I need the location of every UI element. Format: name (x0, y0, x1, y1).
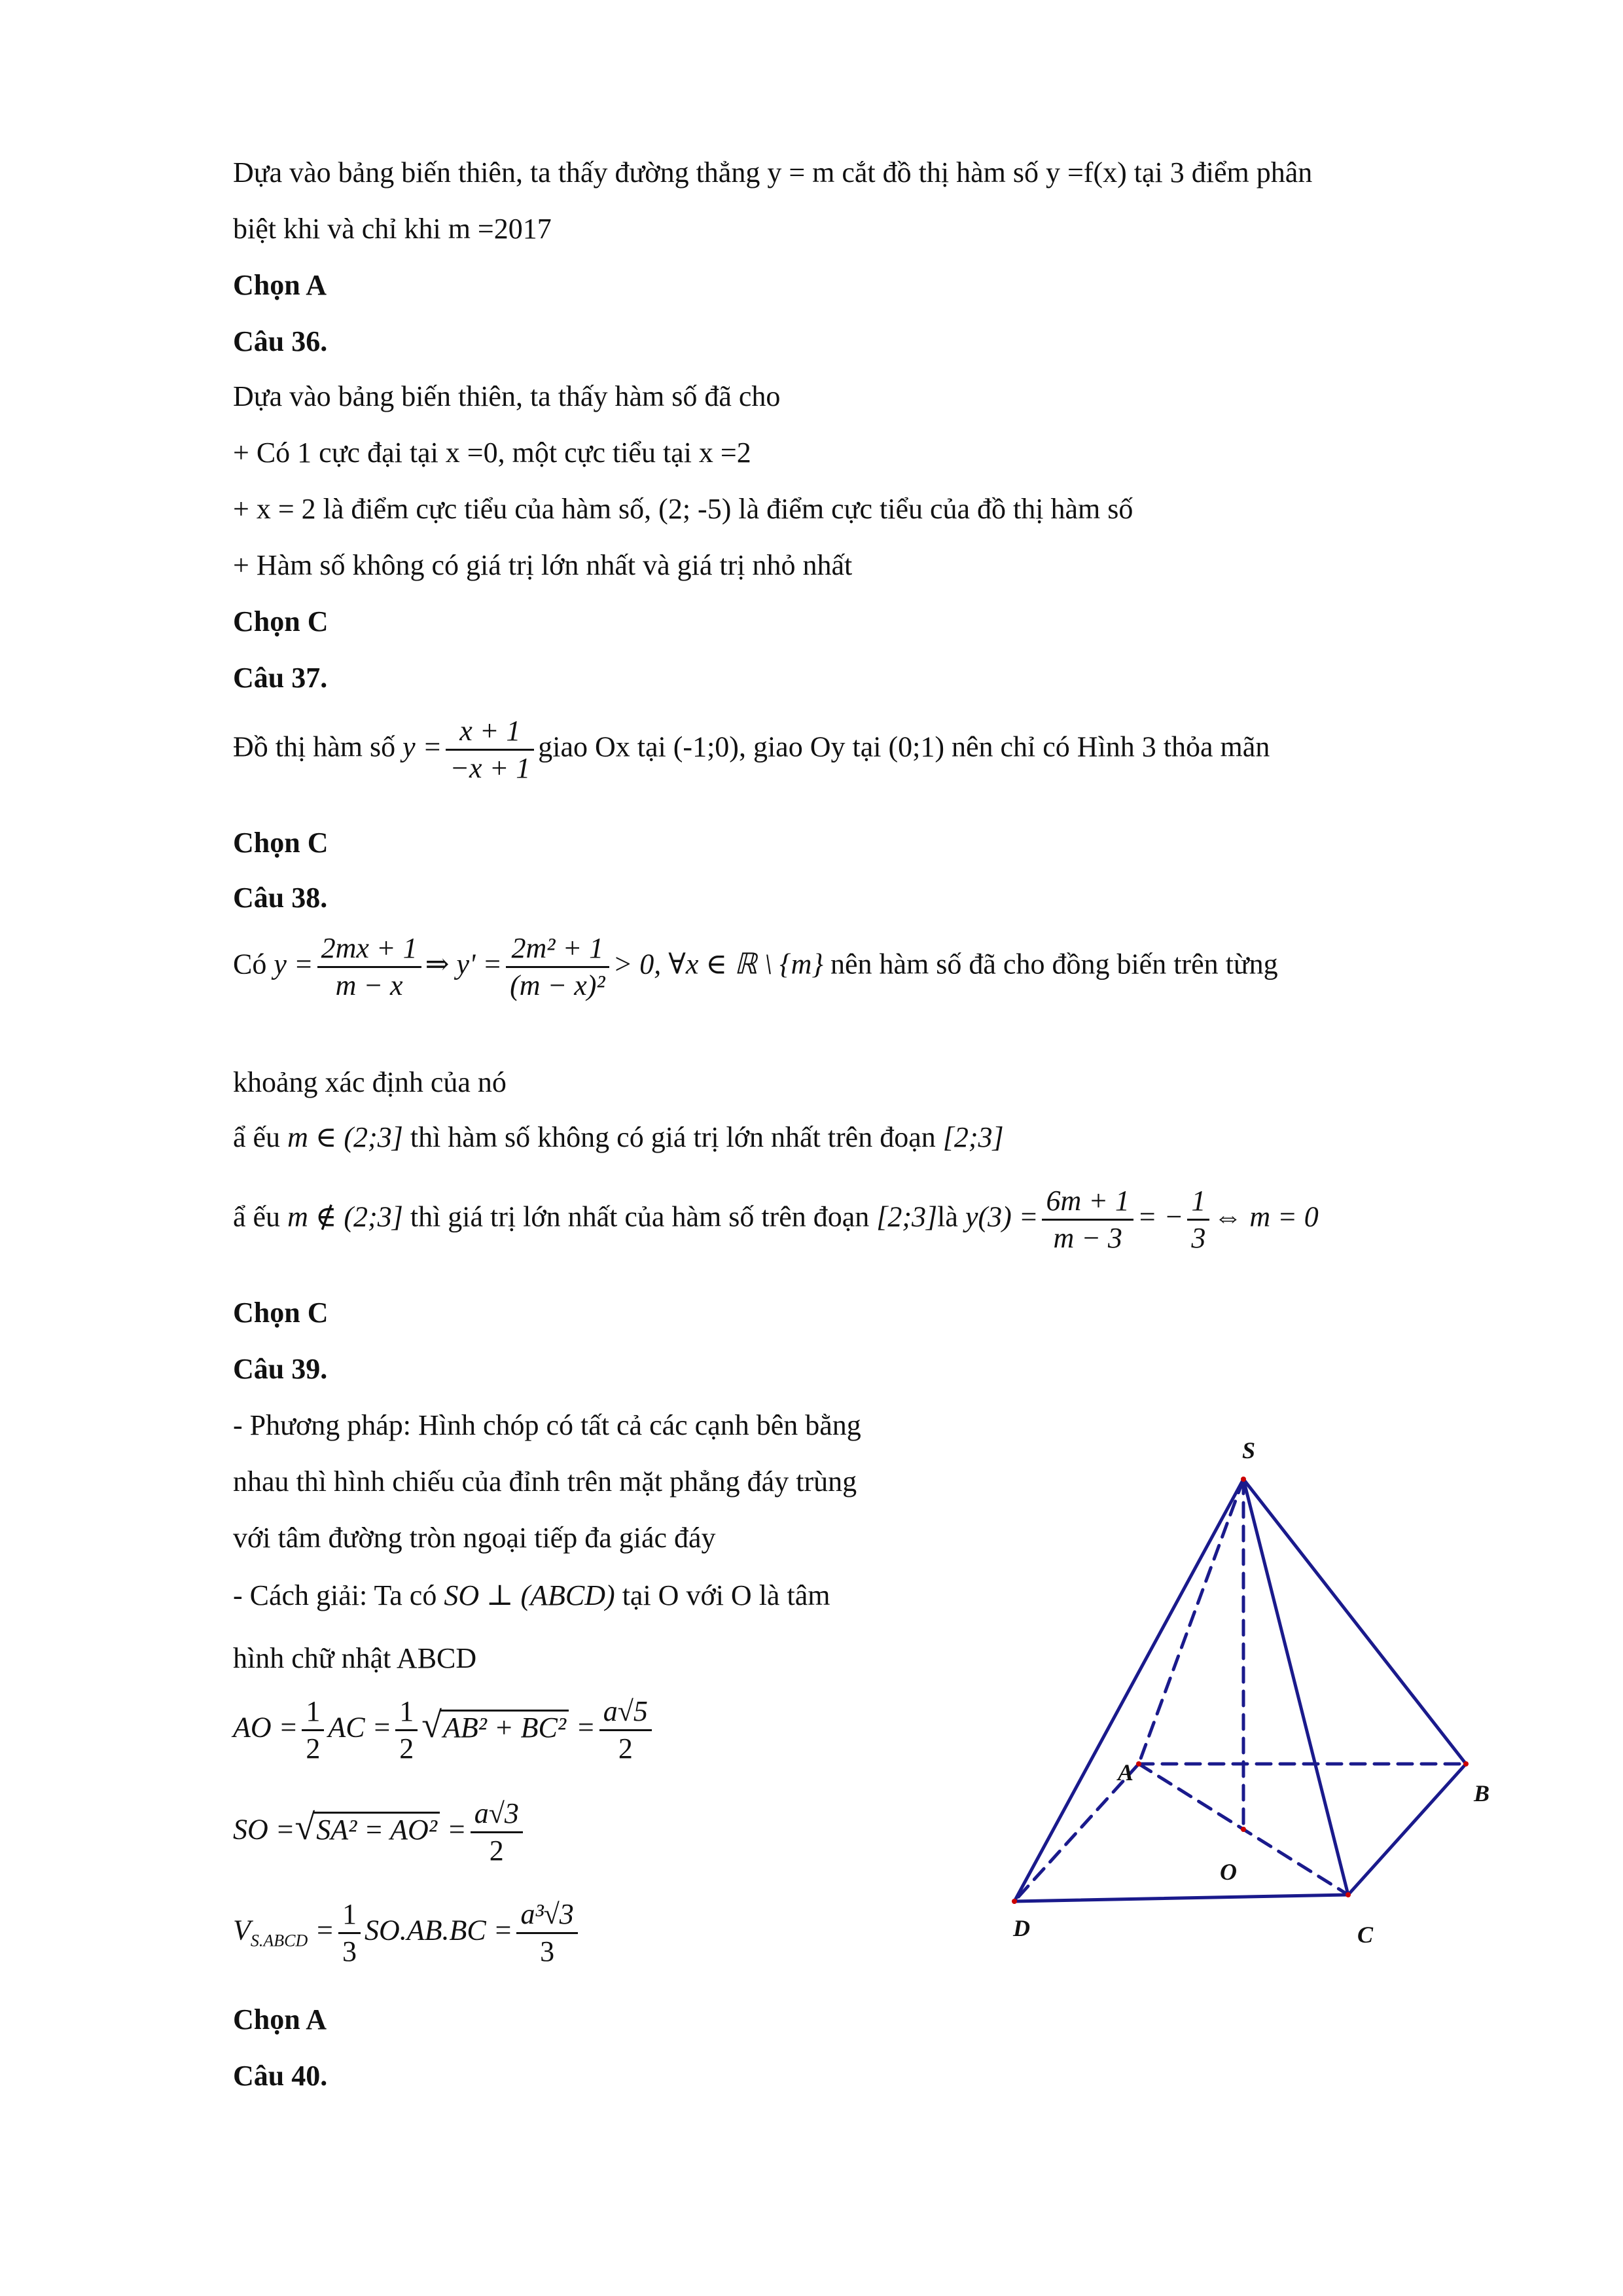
text-line: + Có 1 cực đại tại x =0, một cực tiểu tại x =2 (233, 437, 751, 469)
formula-line (233, 931, 1278, 1003)
math-span: = (576, 1711, 596, 1744)
radicand: AB² + BC² (440, 1710, 569, 1744)
fraction-denominator: 3 (342, 1935, 357, 1967)
fraction (338, 1897, 361, 1969)
edge-SD (1014, 1479, 1243, 1901)
label-S: S (1242, 1437, 1256, 1463)
question-title: Câu 39. (233, 1353, 328, 1385)
choice-label: Chọn C (233, 827, 329, 859)
label-C: C (1357, 1922, 1374, 1948)
fraction (302, 1694, 324, 1767)
math-span: SO.AB.BC = (364, 1914, 513, 1946)
fraction-numerator: 1 (1187, 1183, 1209, 1221)
edge-SB (1243, 1479, 1466, 1764)
vertex-S (1241, 1477, 1246, 1482)
fraction (317, 931, 421, 1003)
fraction-numerator: a³√3 (516, 1897, 577, 1934)
text-line: khoảng xác định của nó (233, 1066, 507, 1098)
fraction (395, 1694, 418, 1767)
fraction-denominator: 3 (540, 1935, 555, 1967)
math-span: y(3) = (965, 1200, 1039, 1233)
label-A: A (1118, 1759, 1134, 1785)
choice-label: Chọn C (233, 605, 329, 637)
label-B: B (1474, 1780, 1490, 1806)
fraction-denominator: 2 (306, 1732, 321, 1765)
text-line: Dựa vào bảng biến thiên, ta thấy đường thẳng y = m cắt đồ thị hàm số y =f(x) tại 3 điểm phân (233, 156, 1313, 188)
sqrt-icon: √ (421, 1704, 442, 1746)
text-span: ẩ ếu (233, 1121, 281, 1153)
text-span: - Cách giải: Ta có (233, 1579, 437, 1611)
fraction-numerator: 6m + 1 (1042, 1183, 1133, 1221)
text-line: Dựa vào bảng biến thiên, ta thấy hàm số đã cho (233, 380, 781, 412)
text-line: biệt khi và chỉ khi m =2017 (233, 213, 552, 245)
fraction (516, 1897, 577, 1969)
formula-ao (233, 1694, 656, 1767)
math-span: SO = (233, 1813, 295, 1846)
vertex-C (1346, 1892, 1351, 1897)
fraction-denominator: 3 (1191, 1222, 1206, 1254)
case-line (233, 1183, 1319, 1256)
fraction (1042, 1183, 1133, 1256)
pyramid-figure (982, 1414, 1518, 1950)
question-title: Câu 37. (233, 662, 328, 694)
math-span: = (315, 1914, 334, 1946)
question-title: Câu 36. (233, 325, 328, 357)
fraction-numerator: x + 1 (446, 713, 534, 751)
math-span: V (233, 1914, 251, 1946)
fraction-denominator: m − x (335, 969, 403, 1001)
math-span: m ∈ (2;3] (287, 1121, 403, 1153)
choice-label: Chọn A (233, 2003, 327, 2036)
text-span: tại O với O là tâm (622, 1579, 830, 1611)
fraction-numerator: 2m² + 1 (506, 931, 609, 968)
question-title: Câu 40. (233, 2060, 328, 2092)
fraction (471, 1796, 523, 1869)
math-span: AO = (233, 1711, 298, 1744)
choice-label: Chọn C (233, 1297, 329, 1329)
math-condition: > 0, ∀x ∈ ℝ \ {m} (613, 948, 823, 980)
fraction-denominator: 2 (489, 1835, 504, 1867)
fraction (599, 1694, 652, 1767)
fraction-numerator: 1 (302, 1694, 324, 1731)
fraction-numerator: a√5 (599, 1694, 652, 1731)
choice-label: Chọn A (233, 269, 327, 301)
fraction (506, 931, 609, 1003)
fraction-denominator: 2 (618, 1732, 633, 1765)
sqrt-icon: √ (294, 1806, 315, 1848)
fraction-numerator: 2mx + 1 (317, 931, 421, 968)
math-span: SO ⊥ (ABCD) (444, 1579, 615, 1611)
text-span: nên hàm số đã cho đồng biến trên từng (830, 948, 1278, 980)
text-line: - Phương pháp: Hình chóp có tất cả các cạnh bên bằng (233, 1409, 861, 1441)
vertex-A (1136, 1761, 1141, 1767)
fraction-numerator: a√3 (471, 1796, 523, 1833)
fraction-numerator: 1 (338, 1897, 361, 1934)
math-span: [2;3] (942, 1121, 1004, 1153)
vertex-B (1463, 1761, 1469, 1767)
math-span: [2;3] (876, 1200, 938, 1233)
label-D: D (1013, 1915, 1030, 1941)
text-span: là (937, 1200, 958, 1233)
text-span: giao Ox tại (-1;0), giao Oy tại (0;1) nên chỉ có Hình 3 thỏa mãn (538, 730, 1270, 763)
math-y: y = (402, 730, 442, 763)
fraction-denominator: m − 3 (1053, 1222, 1122, 1254)
math-derivative: ⇒ y' = (425, 948, 503, 980)
math-subscript: S.ABCD (250, 1931, 308, 1950)
math-span: = − (1137, 1200, 1184, 1233)
math-y: y = (274, 948, 313, 980)
text-line: hình chữ nhật ABCD (233, 1642, 477, 1674)
text-line (233, 1575, 830, 1617)
edge-SA (1139, 1479, 1243, 1764)
text-line: + Hàm số không có giá trị lớn nhất và giá trị nhỏ nhất (233, 549, 853, 581)
formula-volume (233, 1897, 582, 1969)
text-line: nhau thì hình chiếu của đỉnh trên mặt phẳng đáy trùng (233, 1465, 857, 1498)
text-span: Có (233, 948, 267, 980)
formula-line (233, 713, 1270, 786)
text-span: Đồ thị hàm số (233, 730, 396, 763)
text-span: thì giá trị lớn nhất của hàm số trên đoạn (410, 1200, 870, 1233)
math-span: m ∉ (2;3] (287, 1200, 403, 1233)
fraction (446, 713, 534, 786)
vertex-O (1241, 1827, 1246, 1832)
math-span: ⇔ m = 0 (1213, 1200, 1319, 1233)
question-title: Câu 38. (233, 882, 328, 914)
fraction-denominator: 2 (399, 1732, 414, 1765)
text-span: thì hàm số không có giá trị lớn nhất trên đoạn (410, 1121, 936, 1153)
vertex-D (1012, 1899, 1017, 1904)
text-span: ẩ ếu (233, 1200, 281, 1233)
edge-DC (1014, 1895, 1348, 1901)
edge-SC (1243, 1479, 1348, 1895)
math-span: = (447, 1813, 467, 1846)
fraction-denominator: −x + 1 (450, 752, 531, 784)
case-line (233, 1117, 1004, 1158)
text-line: + x = 2 là điểm cực tiểu của hàm số, (2; -5) là điểm cực tiểu của đồ thị hàm số (233, 493, 1133, 525)
fraction (1187, 1183, 1209, 1256)
math-span: AC = (328, 1711, 392, 1744)
formula-so (233, 1796, 527, 1869)
edge-CB (1348, 1764, 1466, 1895)
fraction-numerator: 1 (395, 1694, 418, 1731)
radicand: SA² = AO² (313, 1812, 440, 1846)
label-O: O (1220, 1859, 1237, 1885)
fraction-denominator: (m − x)² (510, 969, 605, 1001)
text-line: với tâm đường tròn ngoại tiếp đa giác đáy (233, 1522, 716, 1554)
